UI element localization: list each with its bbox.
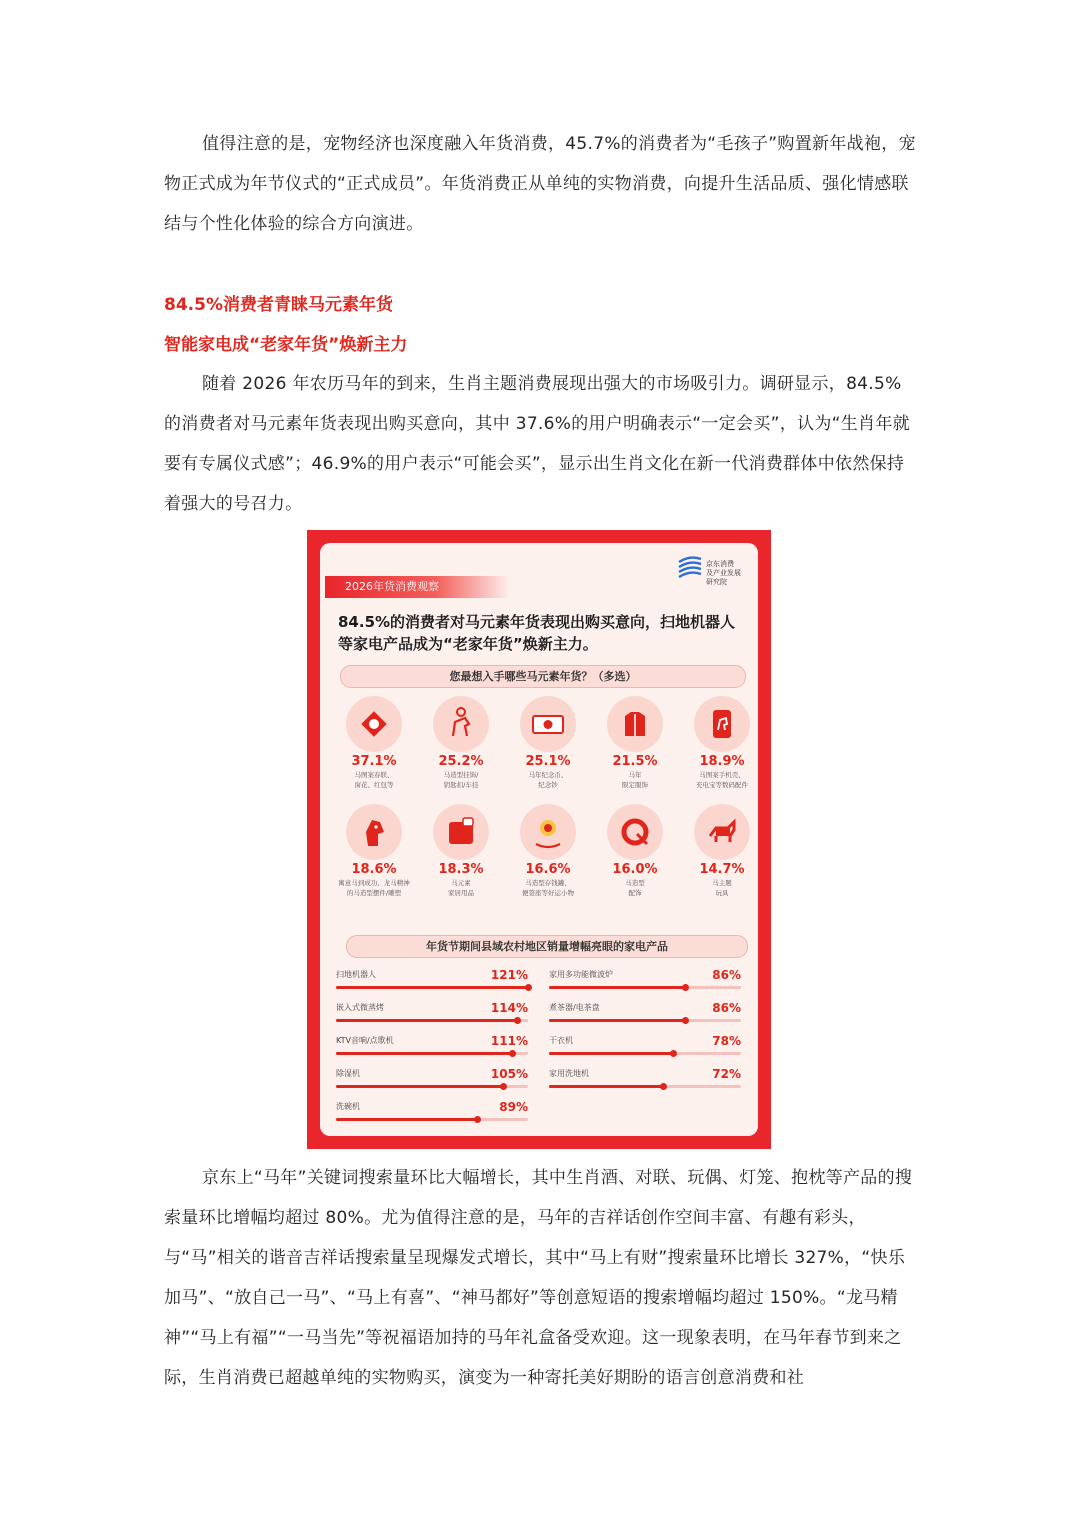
appliance-label: 煮茶器/电茶盘: [549, 1003, 600, 1012]
appliance-bar: [336, 1002, 528, 1032]
appliance-growth-value: 89%: [499, 1100, 528, 1114]
infographic: [307, 530, 771, 1149]
horse-item: [330, 804, 418, 898]
appliance-label: 除湿机: [336, 1069, 360, 1078]
bar-marker: [682, 1017, 689, 1024]
bar-marker: [514, 1017, 521, 1024]
horse-item-description: 马造型存钱罐、 便签座等好运小物: [522, 879, 574, 897]
bar-fill: [549, 1019, 685, 1022]
bar-fill: [336, 1085, 503, 1088]
appliance-bar: [336, 1101, 528, 1131]
bar-track: [336, 1052, 528, 1055]
infographic-title: 84.5%的消费者对马元素年货表现出购买意向，扫地机器人等家电产品成为“老家年货”焕新主力。: [338, 613, 736, 653]
horse-item-description: 寓意马到成功、龙马精神 的马造型摆件/雕塑: [338, 879, 410, 897]
appliance-bar: [336, 1068, 528, 1098]
appliance-label: KTV音响/点歌机: [336, 1036, 394, 1045]
appliance-growth-value: 105%: [490, 1067, 528, 1081]
bar-fill: [336, 1052, 512, 1055]
horse-item-percent: 21.5%: [612, 754, 658, 769]
appliance-label: 干衣机: [549, 1036, 573, 1045]
bar-fill: [336, 1019, 517, 1022]
section-heading-horse-elements: 84.5%消费者青睐马元素年货: [164, 295, 393, 315]
horse-item-percent: 14.7%: [699, 862, 745, 877]
question-pill-horse-items: 您最想入手哪些马元素年货？（多选）: [340, 665, 746, 688]
horse-item: [504, 696, 592, 790]
infographic-card: [320, 543, 758, 1136]
horse-item-description: 马造型 配饰: [625, 879, 645, 897]
horse-item-description: 马造型挂饰/ 钥匙扣/车挂: [443, 771, 479, 789]
accessory-icon: [607, 804, 663, 860]
bar-marker: [500, 1083, 507, 1090]
bar-fill: [336, 1118, 477, 1121]
bar-marker: [525, 984, 532, 991]
horse-head-icon: [346, 804, 402, 860]
bar-track: [549, 1085, 741, 1088]
horse-item: [417, 804, 505, 898]
horse-item-description: 马主题 玩具: [712, 879, 732, 897]
bar-marker: [509, 1050, 516, 1057]
bar-track: [336, 1085, 528, 1088]
horse-item: [678, 804, 758, 898]
bar-track: [336, 1019, 528, 1022]
paragraph-search-trends: 京东上“马年”关键词搜索量环比大幅增长，其中生肖酒、对联、玩偶、灯笼、抱枕等产品的搜索量环比增幅均超过 80%。尤为值得注意的是，马年的吉祥话创作空间丰富、有趣有彩头，与“马”相关的谐音吉祥话搜索量呈现爆发式增长，其中“马上有财”搜索量环比增长 327%，“快乐加马”、“放自己一马”、“马上有喜”、“神马都好”等创意短语的搜索增幅均超过 150%。“龙马精神”“马上有福”“一马当先”等祝福语加持的马年礼盒备受欢迎。这一现象表明，在马年春节到来之际，生肖消费已超越单纯的实物购买，演变为一种寄托美好期盼的语言创意消费和社: [164, 1168, 913, 1388]
rocking-horse-icon: [520, 804, 576, 860]
horse-item-description: 马图案春联、 窗花、红包等: [354, 771, 394, 789]
toy-horse-icon: [694, 804, 750, 860]
horse-item: [678, 696, 758, 790]
paragraph-horse-year: 随着 2026 年农历马年的到来，生肖主题消费展现出强大的市场吸引力。调研显示，84.5%的消费者对马元素年货表现出购买意向，其中 37.6%的用户明确表示“一定会买”，认为“生肖年就要有专属仪式感”；46.9%的用户表示“可能会买”，显示出生肖文化在新一代消费群体中依然保持着强大的号召力。: [164, 374, 910, 514]
horse-item: [330, 696, 418, 790]
bar-fill: [549, 986, 685, 989]
phone-case-icon: [694, 696, 750, 752]
horse-item-percent: 16.6%: [525, 862, 571, 877]
banknote-icon: [520, 696, 576, 752]
appliance-bar: [549, 1035, 741, 1065]
bar-track: [336, 986, 528, 989]
paragraph-pet-economy: 值得注意的是，宠物经济也深度融入年货消费，45.7%的消费者为“毛孩子”购置新年战袍，宠物正式成为年节仪式的“正式成员”。年货消费正从单纯的实物消费，向提升生活品质、强化情感联结与个性化体验的综合方向演进。: [164, 134, 916, 234]
appliance-growth-value: 72%: [712, 1067, 741, 1081]
horse-item-percent: 18.9%: [699, 754, 745, 769]
pillow-icon: [433, 804, 489, 860]
horse-item-description: 马年纪念币、 纪念钞: [528, 771, 568, 789]
appliance-bar: [336, 969, 528, 999]
appliance-label: 家用多功能微波炉: [549, 970, 613, 979]
appliance-growth-value: 111%: [490, 1034, 528, 1048]
horse-item-percent: 18.3%: [438, 862, 484, 877]
horse-item-percent: 18.6%: [351, 862, 397, 877]
section-heading-appliances: 智能家电成“老家年货”焕新主力: [164, 335, 408, 355]
horse-item-percent: 25.2%: [438, 754, 484, 769]
horse-item-percent: 37.1%: [351, 754, 397, 769]
horse-item: [504, 804, 592, 898]
appliance-growth-value: 121%: [490, 968, 528, 982]
bar-marker: [660, 1083, 667, 1090]
bar-track: [549, 1019, 741, 1022]
appliance-label: 嵌入式微蒸烤: [336, 1003, 384, 1012]
horse-keychain-icon: [433, 696, 489, 752]
appliance-label: 洗碗机: [336, 1102, 360, 1111]
bar-marker: [474, 1116, 481, 1123]
jd-institute-logo: [677, 553, 757, 593]
bar-marker: [682, 984, 689, 991]
appliance-label: 家用洗地机: [549, 1069, 589, 1078]
bar-track: [336, 1118, 528, 1121]
appliance-bar: [336, 1035, 528, 1065]
appliance-bar: [549, 1002, 741, 1032]
appliance-growth-value: 114%: [490, 1001, 528, 1015]
appliance-growth-value: 78%: [712, 1034, 741, 1048]
horse-item-description: 马元素 家居用品: [448, 879, 474, 897]
horse-item-percent: 16.0%: [612, 862, 658, 877]
logo-text: 京东消费 及产业发展 研究院: [706, 560, 741, 586]
appliance-label: 扫地机器人: [336, 970, 376, 979]
bar-track: [549, 1052, 741, 1055]
appliance-growth-value: 86%: [712, 1001, 741, 1015]
question-pill-appliances: 年货节期间县域农村地区销量增幅亮眼的家电产品: [346, 935, 748, 958]
horse-item-description: 马图案手机壳、 充电宝等数码配件: [696, 771, 748, 789]
bar-marker: [670, 1050, 677, 1057]
horse-item: [591, 804, 679, 898]
horse-item-description: 马年 限定服饰: [622, 771, 648, 789]
bar-fill: [549, 1052, 673, 1055]
appliance-bar: [549, 969, 741, 999]
infographic-tag: 2026年货消费观察: [325, 576, 510, 598]
horse-item-percent: 25.1%: [525, 754, 571, 769]
jacket-icon: [607, 696, 663, 752]
appliance-bar: [549, 1068, 741, 1098]
fu-diamond-icon: [346, 696, 402, 752]
jd-logo-icon: [677, 553, 703, 583]
bar-fill: [336, 986, 528, 989]
bar-track: [549, 986, 741, 989]
horse-item: [417, 696, 505, 790]
horse-item: [591, 696, 679, 790]
appliance-growth-value: 86%: [712, 968, 741, 982]
bar-fill: [549, 1085, 663, 1088]
